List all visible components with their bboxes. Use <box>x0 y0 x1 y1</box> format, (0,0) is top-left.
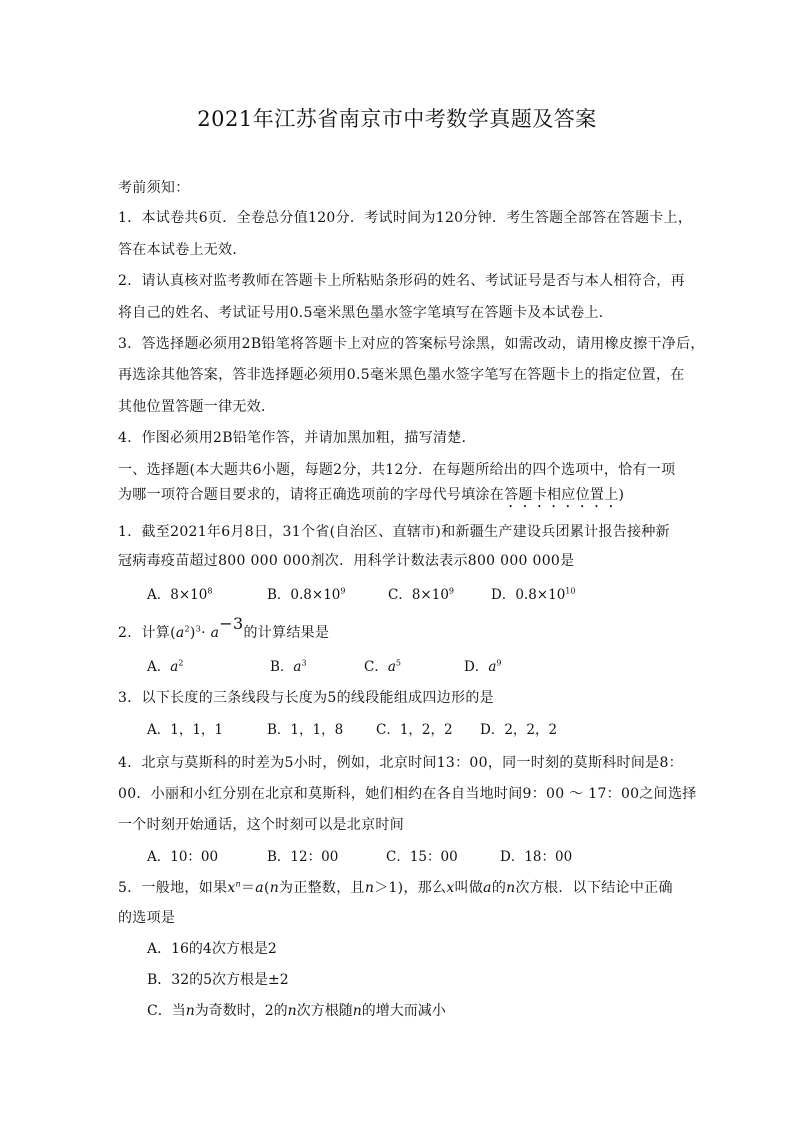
section-heading: 一、选择题(本大题共6小题，每题2分，共12分．在每题所给出的四个选项中，恰有一项 <box>118 462 676 478</box>
notice-line: 答在本试卷上无效． <box>118 242 247 258</box>
question-1-option-b: B．$0.8\times 10^9$ <box>267 586 346 603</box>
page-title: 2021年江苏省南京市中考数学真题及答案 <box>197 107 597 131</box>
notice-line: 4．作图必须用2B铅笔作答，并请加黑加粗，描写清楚． <box>118 430 476 446</box>
question-4-option-c: C．15：00 <box>386 849 458 865</box>
question-1-option-d: D．$0.8\times 10^{10}$ <box>491 586 576 603</box>
notice-line: 其他位置答题一律无效． <box>118 399 276 415</box>
question-5-option-b: B．32的5次方根是±2 <box>147 972 289 988</box>
notice-line: 将自己的姓名、考试证号用0.5毫米黑色墨水签字笔填写在答题卡及本试卷上． <box>118 305 614 321</box>
emphasis-text: 答题卡相应位置上 <box>504 487 619 503</box>
notice-line: 再选涂其他答案，答非选择题必须用0.5毫米黑色墨水签字笔写在答题卡上的指定位置，在 <box>118 367 685 383</box>
question-5-text: 5．一般地，如果$x^n=a(n$为正整数，且n＞1)，那么x叫做a的n次方根．以下结论中正确 <box>118 879 673 896</box>
question-4-option-b: B．12：00 <box>267 849 339 865</box>
question-1-option-a: A．$8\times 10^8$ <box>147 586 213 603</box>
notice-line: 3．答选择题必须用2B铅笔将答题卡上对应的答案标号涂黑，如需改动，请用橡皮擦干净后， <box>118 336 705 352</box>
question-4-text: 一个时刻开始通话，这个时刻可以是北京时间 <box>118 817 404 833</box>
question-3-option-b: B．1，1，8 <box>267 722 344 738</box>
notice-line: 2．请认真核对监考教师在答题卡上所粘贴条形码的姓名、考试证号是否与本人相符合，再 <box>118 273 685 289</box>
question-4-text: 4．北京与莫斯科的时差为5小时，例如，北京时间13：00，同一时刻的莫斯科时间是8： <box>118 755 683 771</box>
question-3-option-c: C．1，2，2 <box>376 722 453 738</box>
question-4-text: 00．小丽和小红分别在北京和莫斯科，她们相约在各自当地时间9：00 ～ 17：00之间选择 <box>118 786 697 802</box>
question-2-option-a: A．$a^2$ <box>147 658 184 675</box>
question-3-option-d: D．2，2，2 <box>480 722 558 738</box>
notice-line: 1．本试卷共6页．全卷总分值120分．考试时间为120分钟．考生答题全部答在答题卡上， <box>118 210 693 226</box>
question-2-text: 2．计算$(a^2)^3\cdot a-3$的计算结果是 <box>118 614 330 641</box>
section-instruction: 为哪一项符合题目要求的，请将正确选项前的字母代号填涂在答题卡相应位置上) <box>118 487 625 503</box>
question-5-option-c: C．当n为奇数时，2的n次方根随n的增大而减小 <box>147 1003 446 1019</box>
question-1-text: 1．截至2021年6月8日，31个省(自治区、直辖市)和新疆生产建设兵团累计报告接种新 <box>118 524 670 540</box>
question-2-option-b: B．$a^3$ <box>270 658 307 675</box>
question-4-option-d: D．18：00 <box>500 849 573 865</box>
question-2-option-d: D．$a^9$ <box>464 658 502 675</box>
notice-heading: 考前须知： <box>118 180 190 196</box>
question-5-text: 的选项是 <box>118 910 176 926</box>
question-1-text: 冠病毒疫苗超过800 000 000剂次．用科学计数法表示800 000 000是 <box>118 553 575 569</box>
question-3-option-a: A．1，1，1 <box>147 722 224 738</box>
question-1-option-c: C．$8\times 10^9$ <box>388 586 455 603</box>
question-2-option-c: C．$a^5$ <box>364 658 401 675</box>
question-4-option-a: A．10：00 <box>147 849 219 865</box>
question-5-option-a: A．16的4次方根是2 <box>147 941 277 957</box>
question-3-text: 3．以下长度的三条线段与长度为5的线段能组成四边形的是 <box>118 690 494 706</box>
